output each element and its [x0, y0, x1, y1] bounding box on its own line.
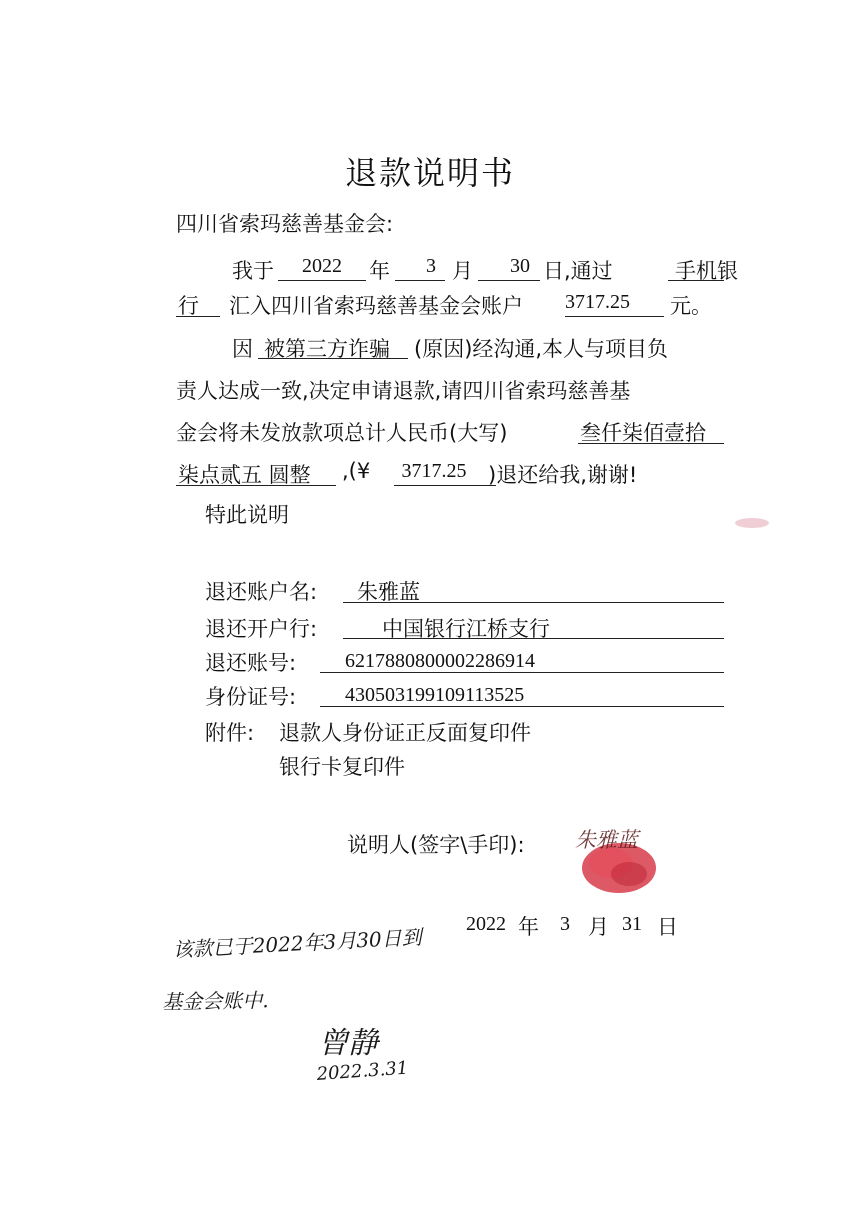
p1-amount-unit: 元。: [670, 294, 712, 318]
day-underline: [478, 280, 540, 281]
p2-lead: 因: [232, 337, 253, 361]
account-no-label: 退还账号:: [205, 651, 297, 675]
handwritten-note-line1: 该款已于2022年3月30日到: [172, 924, 423, 962]
bank-value: 中国银行江桥支行: [382, 617, 550, 641]
p1-year: 2022: [302, 255, 342, 277]
p1-amount: 3717.25: [565, 291, 630, 313]
p2-mid: ,(¥: [342, 459, 371, 483]
p1-method-line2: 行: [178, 294, 199, 318]
date-day-unit: 日: [657, 915, 678, 939]
p1-month-unit: 月: [452, 259, 473, 283]
p2-line2: 责人达成一致,决定申请退款,请四川省索玛慈善基: [176, 379, 631, 403]
attachment-2: 银行卡复印件: [279, 755, 405, 779]
date-month-unit: 月: [588, 915, 609, 939]
p2-line3-lead: 金会将未发放款项总计人民币(大写): [176, 421, 508, 445]
attachment-1: 退款人身份证正反面复印件: [279, 721, 531, 745]
handwritten-note-line2: 基金会账中.: [162, 988, 269, 1014]
id-value: 430503199109113525: [345, 684, 525, 706]
p1-year-unit: 年: [369, 259, 390, 283]
p2-rest-line1: (原因)经沟通,本人与项目负: [414, 337, 669, 361]
p1-lead: 我于: [232, 259, 274, 283]
date-year: 2022: [466, 913, 506, 935]
account-name-label: 退还账户名:: [205, 580, 318, 604]
p1-month: 3: [426, 255, 436, 277]
bank-label: 退还开户行:: [205, 617, 318, 641]
recipient-line: 四川省索玛慈善基金会:: [176, 212, 394, 236]
amount-underline: [565, 316, 664, 317]
year-underline: [278, 280, 366, 281]
p2-tail: )退还给我,谢谢!: [488, 463, 638, 487]
ink-speck: [733, 514, 771, 532]
p1-mid: 汇入四川省索玛慈善基金会账户: [229, 294, 523, 318]
p1-day-unit: 日,通过: [543, 259, 613, 283]
date-year-unit: 年: [518, 915, 539, 939]
p1-method-line1: 手机银: [675, 259, 738, 283]
document-title: 退款说明书: [344, 154, 515, 192]
p2-amount-cn-line2: 柒点贰五 圆整: [178, 463, 311, 487]
p2-amount-cn-line1: 叁仟柒佰壹拾: [580, 421, 706, 445]
signature-name: 朱雅蓝: [575, 828, 638, 852]
p1-day: 30: [510, 255, 530, 277]
attachments-label: 附件:: [205, 721, 255, 745]
account-no-value: 6217880800002286914: [345, 650, 535, 672]
month-underline: [395, 280, 445, 281]
signature-label: 说明人(签字\手印):: [347, 833, 525, 857]
p2-amount-num: 3717.25: [401, 460, 467, 482]
id-label: 身份证号:: [205, 685, 297, 709]
handwritten-date: 2022.3.31: [316, 1057, 409, 1085]
date-day: 31: [622, 913, 642, 935]
account-name-value: 朱雅蓝: [357, 580, 420, 604]
amount-num-underline: [394, 485, 496, 486]
handwritten-signer: 曾静: [318, 1026, 378, 1061]
date-month: 3: [560, 913, 570, 935]
closing-text: 特此说明: [205, 503, 289, 527]
p2-reason: 被第三方诈骗: [264, 337, 390, 361]
